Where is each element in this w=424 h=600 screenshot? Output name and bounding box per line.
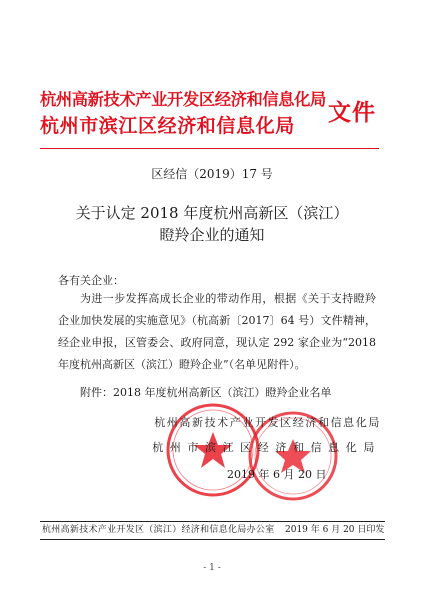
body-paragraph: 为进一步发挥高成长企业的带动作用，根据《关于支持瞪羚企业加快发展的实施意见》（杭高新〔2017〕64 号）文件精神，经企业申报，区管委会、政府同意，现认定 292 家企业为“2018 年度杭州高新区（滨江）瞪羚企业”（名单见附件）。 — [58, 292, 376, 371]
signature-date: 2019 年 6 月 20 日 — [227, 468, 327, 481]
document-title-line1: 关于认定 2018 年度杭州高新区（滨江） — [75, 204, 349, 222]
header-red-rule — [40, 148, 379, 149]
footer-print-date: 2019 年 6 月 20 日印发 — [285, 525, 385, 535]
footer-rule-top — [40, 521, 385, 522]
signature-org-2: 杭州市滨江区经济和信息化局 — [152, 441, 381, 454]
page-number: - 1 - — [203, 563, 221, 573]
salutation: 各有关企业： — [58, 274, 124, 287]
document-title-line2: 瞪羚企业的通知 — [159, 226, 265, 244]
header-document-suffix: 文件 — [328, 99, 376, 126]
attachment-line: 附件：2018 年度杭州高新区（滨江）瞪羚企业名单 — [80, 386, 332, 399]
header-issuer-line2: 杭州市滨江区经济和信息化局 — [40, 115, 295, 137]
header-issuer-line1: 杭州高新技术产业开发区经济和信息化局 — [40, 90, 326, 109]
footer-issuer: 杭州高新技术产业开发区（滨江）经济和信息化局办公室 — [42, 525, 275, 535]
signature-org-1: 杭州高新技术产业开发区经济和信息化局 — [154, 416, 381, 429]
document-number: 区经信（2019）17 号 — [151, 167, 273, 181]
footer-rule-bottom — [40, 539, 385, 540]
